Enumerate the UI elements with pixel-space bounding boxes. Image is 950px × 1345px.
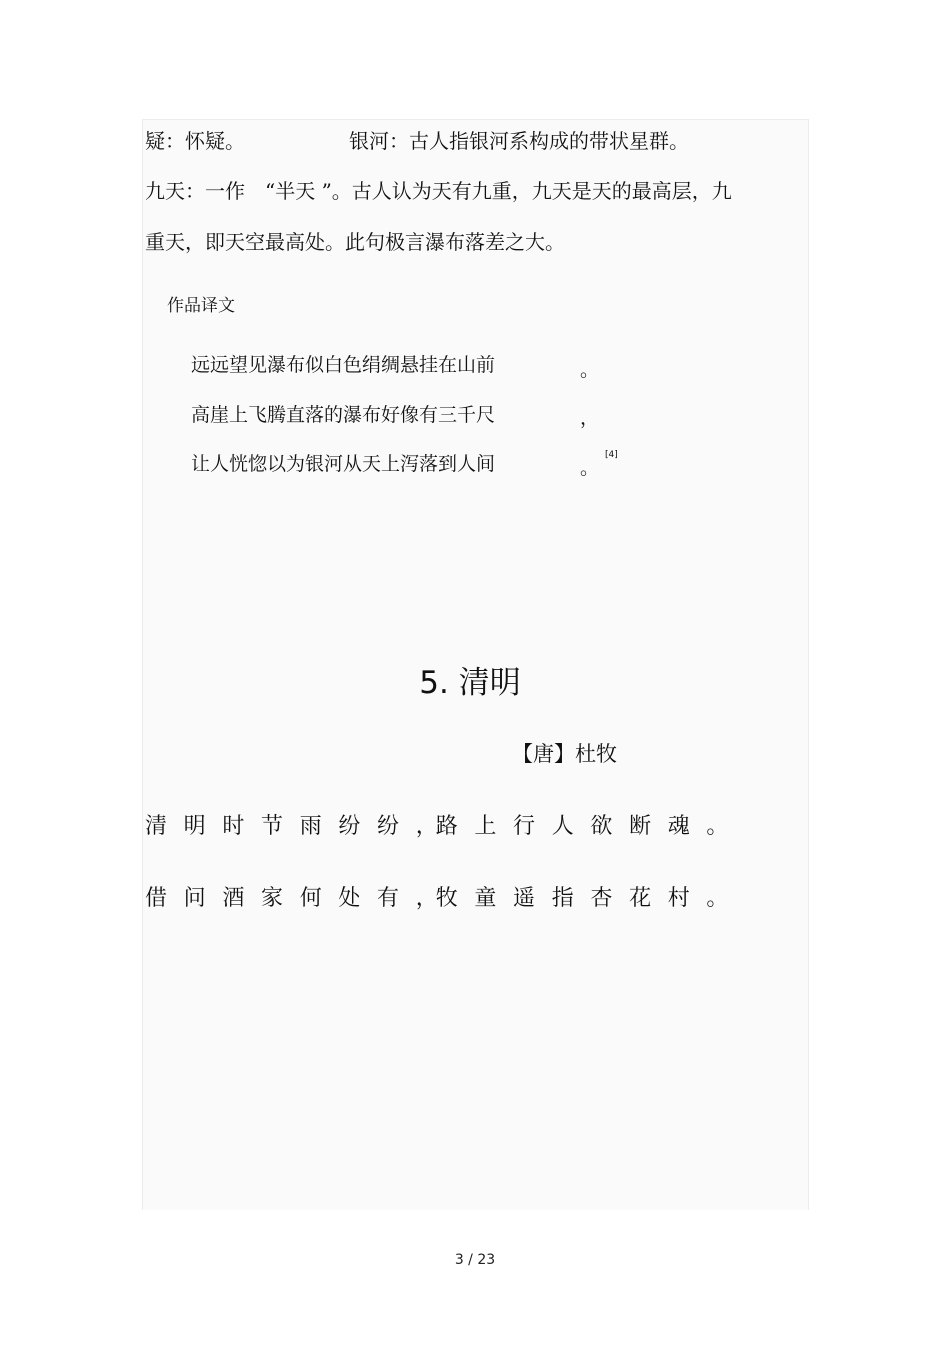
poem-character: 雨 <box>299 814 322 839</box>
note-yi: 疑：怀疑。 <box>145 129 245 153</box>
poem-character: 村 <box>667 886 690 911</box>
poem-line-1 <box>145 813 745 841</box>
poem-character: 何 <box>299 886 322 911</box>
translation-line: 高崖上飞腾直落的瀑布好像有三千尺 <box>191 404 496 426</box>
poem-character: 行 <box>513 814 536 839</box>
poem-character: 时 <box>222 814 245 839</box>
poem-character: 。 <box>706 814 729 839</box>
poem-line-2 <box>145 885 745 913</box>
poem-character: 有 <box>377 886 400 911</box>
poem-character: 节 <box>261 814 284 839</box>
poem-character: 家 <box>261 886 284 911</box>
poem-character: 。 <box>706 886 729 911</box>
poem-character: 牧 <box>435 886 458 911</box>
poem-character: 人 <box>551 814 574 839</box>
poem-character: 明 <box>183 814 206 839</box>
poem-character: 问 <box>183 886 206 911</box>
note-jiutian-continued: 重天，即天空最高处。此句极言瀑布落差之大。 <box>145 230 565 254</box>
translation-punctuation: 。 <box>580 457 600 479</box>
poem-character: 断 <box>629 814 652 839</box>
translation-line: 远远望见瀑布似白色绢绸悬挂在山前 <box>191 354 496 376</box>
poem-character: 路 <box>435 814 458 839</box>
poem-character: 欲 <box>590 814 613 839</box>
poem-title: 5. 清明 <box>419 665 521 701</box>
page-number: 3 / 23 <box>454 1252 496 1268</box>
poem-character: 遥 <box>513 886 536 911</box>
poem-character: 酒 <box>222 886 245 911</box>
poem-character: 纷 <box>338 814 361 839</box>
note-yinhe: 银河：古人指银河系构成的带状星群。 <box>349 129 689 153</box>
poem-character: 花 <box>629 886 652 911</box>
translation-heading: 作品译文 <box>167 296 235 316</box>
translation-punctuation: 。 <box>580 359 600 381</box>
translation-line: 让人恍惚以为银河从天上泻落到人间 <box>191 453 496 475</box>
reference-marker[interactable]: [4] <box>605 450 618 460</box>
poem-character: ， <box>415 886 438 911</box>
poem-character: 纷 <box>377 814 400 839</box>
poem-author: 【唐】杜牧 <box>512 742 617 766</box>
translation-punctuation: ， <box>580 407 600 429</box>
poem-character: 上 <box>474 814 497 839</box>
poem-character: 借 <box>145 886 168 911</box>
poem-character: 魂 <box>667 814 690 839</box>
note-jiutian: 九天：一作 “半天 ”。古人认为天有九重，九天是天的最高层，九 <box>145 179 732 203</box>
poem-character: ， <box>415 814 438 839</box>
poem-character: 杏 <box>590 886 613 911</box>
poem-character: 指 <box>551 886 574 911</box>
poem-character: 清 <box>145 814 168 839</box>
poem-character: 处 <box>338 886 361 911</box>
poem-character: 童 <box>474 886 497 911</box>
